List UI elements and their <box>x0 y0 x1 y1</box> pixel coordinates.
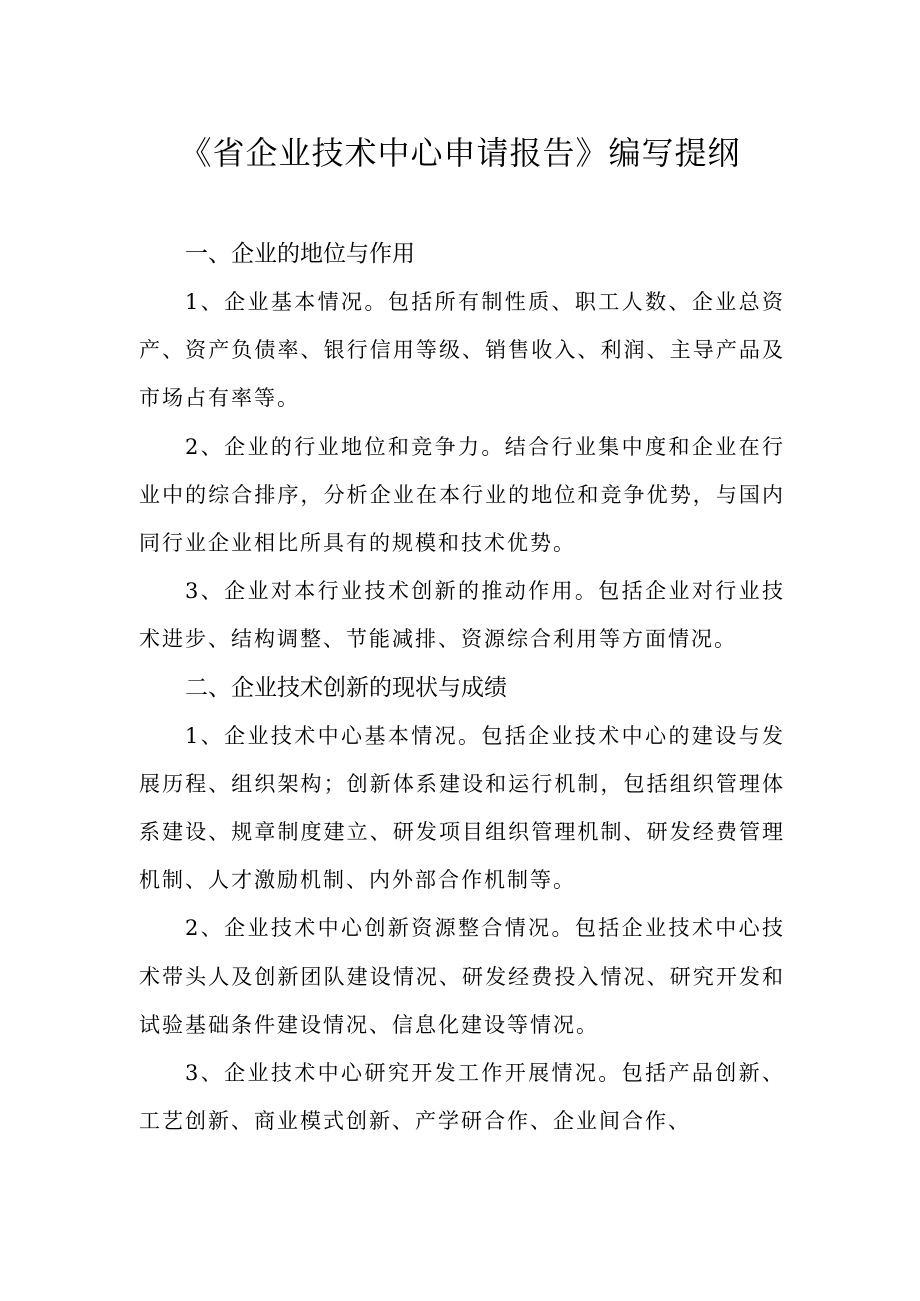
paragraph: 3、企业技术中心研究开发工作开展情况。包括产品创新、工艺创新、商业模式创新、产学研合作、企业间合作、 <box>139 1061 785 1134</box>
paragraph: 2、企业技术中心创新资源整合情况。包括企业技术中心技术带头人及创新团队建设情况、研发经费投入情况、研究开发和试验基础条件建设情况、信息化建设等情况。 <box>139 916 785 1037</box>
section-heading: 二、企业技术创新的现状与成绩 <box>185 674 507 701</box>
document-title: 《省企业技术中心申请报告》编写提纲 <box>179 134 741 172</box>
paragraph: 3、企业对本行业技术创新的推动作用。包括企业对行业技术进步、结构调整、节能减排、资源综合利用等方面情况。 <box>139 579 785 652</box>
paragraph: 1、企业基本情况。包括所有制性质、职工人数、企业总资产、资产负债率、银行信用等级、销售收入、利润、主导产品及市场占有率等。 <box>139 290 785 411</box>
document-body <box>139 230 785 1145</box>
section-heading: 一、企业的地位与作用 <box>185 241 415 267</box>
paragraph: 2、企业的行业地位和竞争力。结合行业集中度和企业在行业中的综合排序，分析企业在本行业的地位和竞争优势，与国内同行业企业相比所具有的规模和技术优势。 <box>139 434 785 556</box>
paragraph: 1、企业技术中心基本情况。包括企业技术中心的建设与发展历程、组织架构；创新体系建设和运行机制，包括组织管理体系建设、规章制度建立、研发项目组织管理机制、研发经费管理机制、人才激励机制、内外部合作机制等。 <box>139 723 785 893</box>
